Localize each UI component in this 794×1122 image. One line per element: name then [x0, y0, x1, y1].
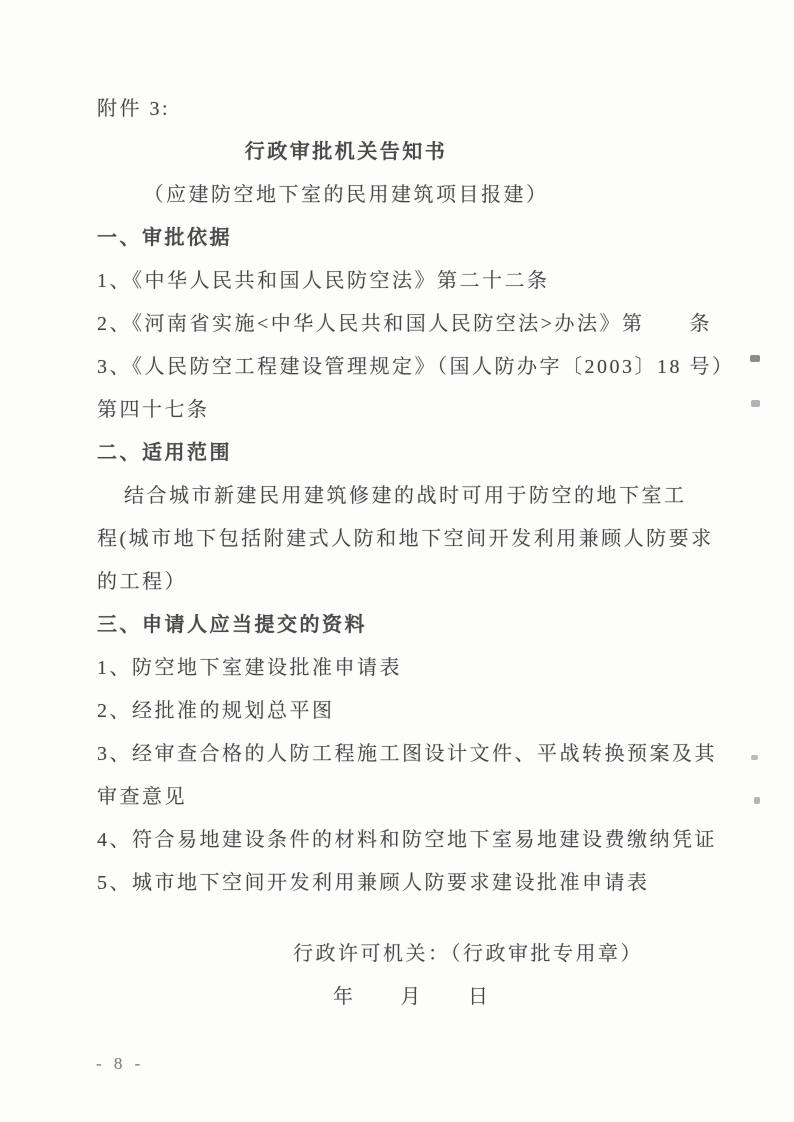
- approval-basis-item-2: 2、《河南省实施<中华人民共和国人民防空法>办法》第 条: [97, 313, 713, 335]
- section-approval-basis-heading: 一、审批依据: [97, 227, 232, 249]
- scope-paragraph-line-1: 结合城市新建民用建筑修建的战时可用于防空的地下室工: [124, 485, 687, 507]
- scan-artifact-speck: [751, 755, 758, 760]
- scan-artifact-speck: [754, 797, 760, 804]
- scope-paragraph-line-3: 的工程）: [97, 571, 187, 593]
- document-subtitle: （应建防空地下室的民用建筑项目报建）: [143, 184, 549, 206]
- scan-artifact-speck: [750, 355, 760, 362]
- section-required-materials: [97, 604, 745, 905]
- document-body: [97, 88, 745, 1019]
- signature-block: [97, 933, 745, 1019]
- date-line: 年 月 日: [333, 986, 491, 1008]
- scope-paragraph-line-2: 程(城市地下包括附建式人防和地下空间开发利用兼顾人防要求: [97, 528, 714, 550]
- attachment-label: 附件 3:: [97, 98, 171, 120]
- section-approval-basis: [97, 217, 745, 432]
- required-materials-item-5: 5、城市地下空间开发利用兼顾人防要求建设批准申请表: [97, 872, 650, 894]
- licensing-authority-line: 行政许可机关：（行政审批专用章）: [293, 943, 643, 965]
- section-required-materials-heading: 三、申请人应当提交的资料: [97, 614, 367, 636]
- approval-basis-item-3-continued: 第四十七条: [97, 399, 210, 421]
- required-materials-item-4: 4、符合易地建设条件的材料和防空地下室易地建设费缴纳凭证: [97, 829, 717, 851]
- page-number: - 8 -: [96, 1054, 145, 1073]
- scan-artifact-speck: [751, 400, 760, 407]
- required-materials-item-3: 3、经审查合格的人防工程施工图设计文件、平战转换预案及其: [97, 743, 717, 765]
- approval-basis-item-1: 1、《中华人民共和国人民防空法》第二十二条: [97, 270, 550, 292]
- approval-basis-item-3: 3、《人民防空工程建设管理规定》（国人防办字〔2003〕18 号）: [97, 356, 735, 378]
- required-materials-item-2: 2、经批准的规划总平图: [97, 700, 335, 722]
- required-materials-item-1: 1、防空地下室建设批准申请表: [97, 657, 402, 679]
- document-title: 行政审批机关告知书: [244, 141, 448, 163]
- required-materials-item-3-continued: 审查意见: [97, 786, 187, 808]
- section-applicable-scope: [97, 432, 745, 604]
- section-applicable-scope-heading: 二、适用范围: [97, 442, 232, 464]
